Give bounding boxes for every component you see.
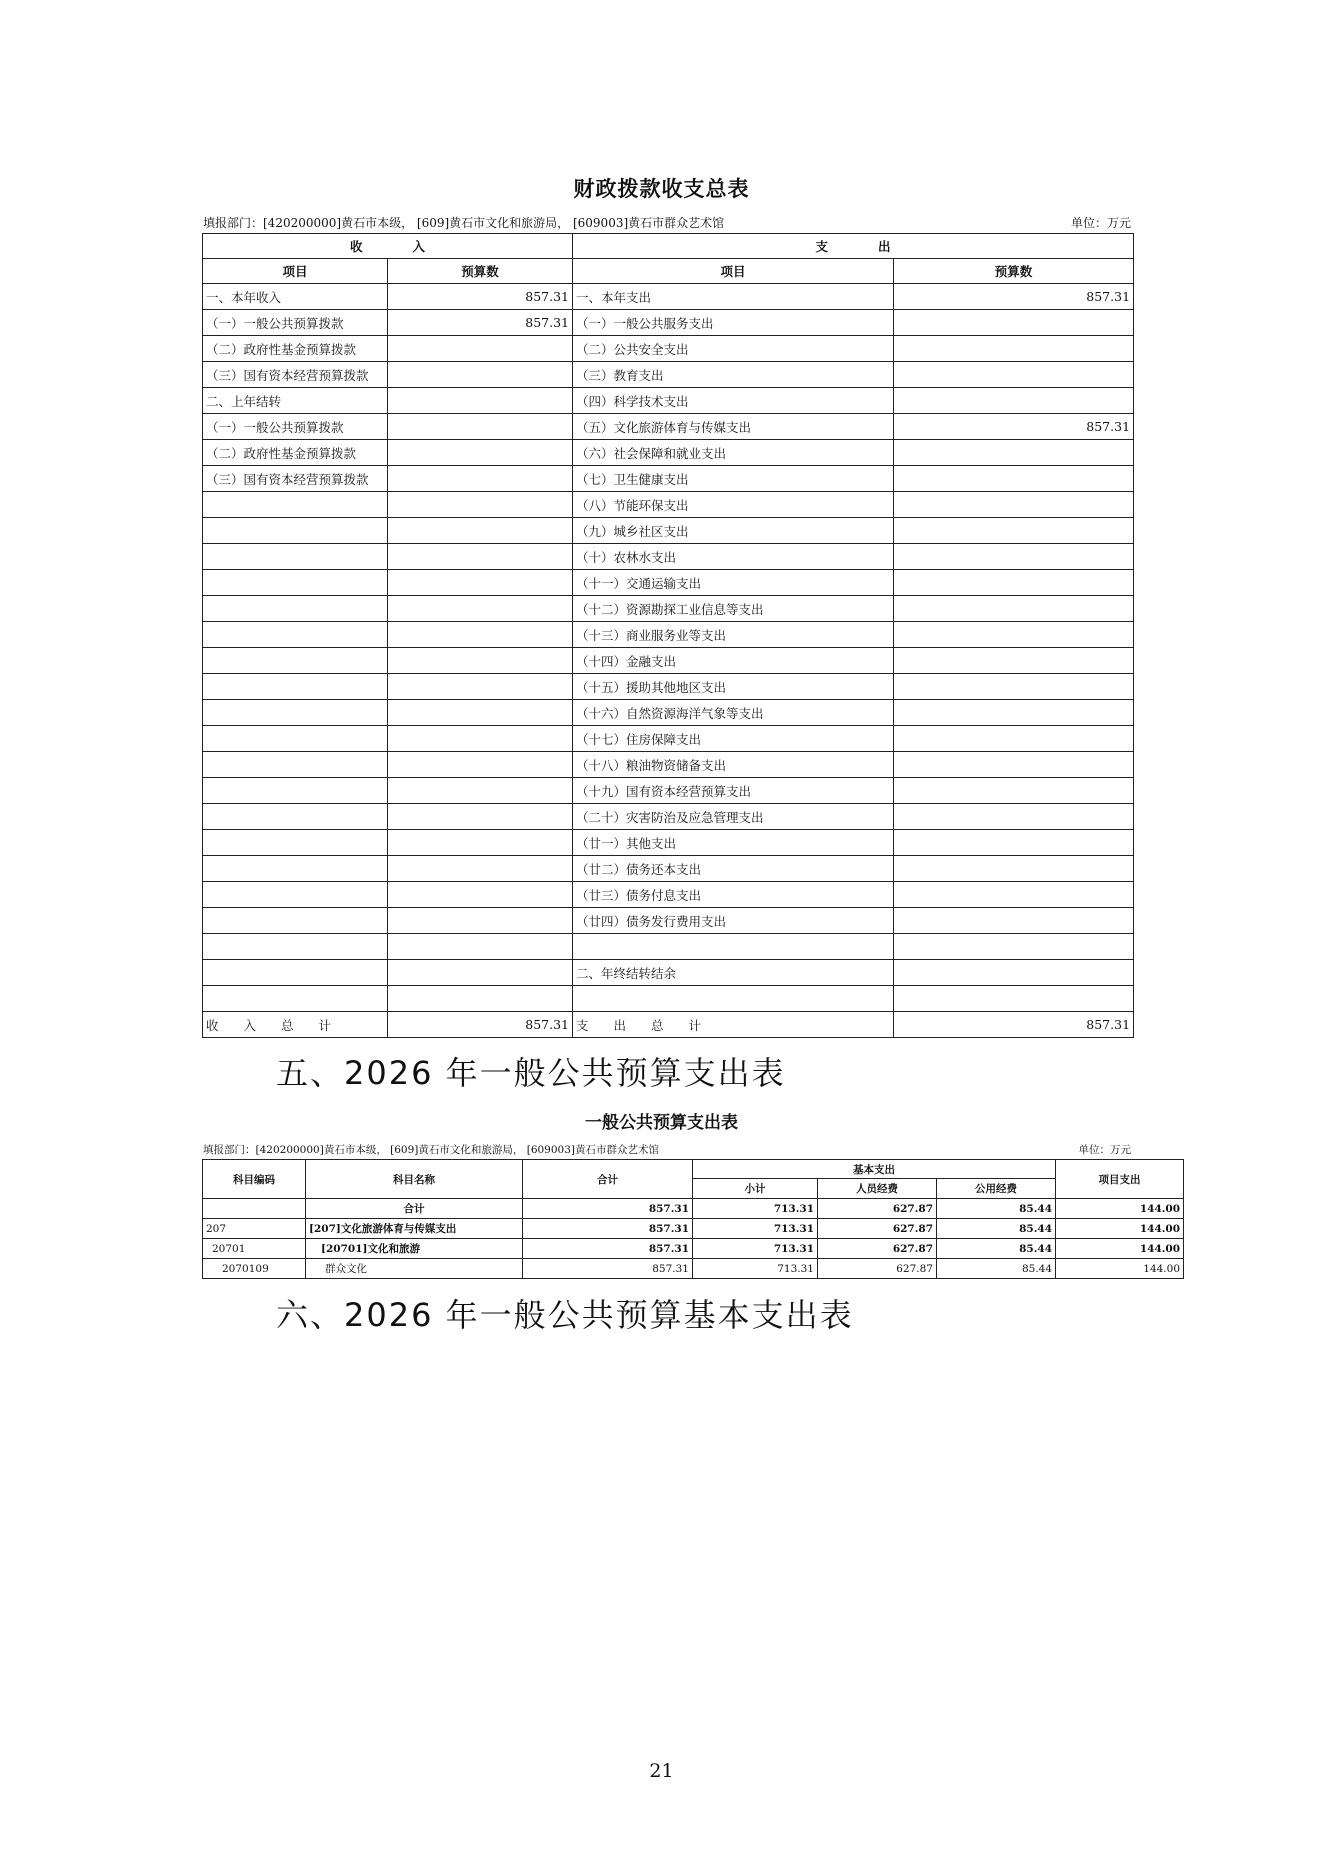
expense-value-cell [894, 492, 1134, 518]
expense-value-cell [894, 908, 1134, 934]
personnel-cell: 627.87 [818, 1259, 937, 1279]
table-row [203, 648, 1134, 674]
expense-value-cell [894, 674, 1134, 700]
expense-item-cell: （十七）住房保障支出 [573, 726, 894, 752]
public-cell: 85.44 [937, 1239, 1056, 1259]
table-row [203, 882, 1134, 908]
total-value: 857.31 [894, 1012, 1134, 1038]
expense-value-cell [894, 804, 1134, 830]
income-item-cell: （二）政府性基金预算拨款 [203, 440, 388, 466]
col-public: 公用经费 [937, 1179, 1056, 1199]
income-value-cell [388, 388, 573, 414]
col-income-item: 项目 [203, 259, 388, 284]
income-item-cell [203, 986, 388, 1012]
table1-income-expense-summary [202, 233, 1134, 1038]
table-row [203, 492, 1134, 518]
table-row [203, 1239, 1184, 1259]
income-item-cell: 二、上年结转 [203, 388, 388, 414]
income-item-cell [203, 596, 388, 622]
table-row [203, 310, 1134, 336]
name-cell: 群众文化 [306, 1259, 523, 1279]
income-value-cell [388, 882, 573, 908]
expense-value-cell [894, 648, 1134, 674]
expense-value-cell [894, 310, 1134, 336]
table-row [203, 726, 1134, 752]
table-row [203, 336, 1134, 362]
income-item-cell [203, 960, 388, 986]
income-header: 收 入 [203, 234, 573, 259]
expense-value-cell [894, 336, 1134, 362]
income-value-cell [388, 466, 573, 492]
subtotal-cell: 713.31 [693, 1239, 818, 1259]
table-row [203, 440, 1134, 466]
income-item-cell: （三）国有资本经营预算拨款 [203, 466, 388, 492]
expense-value-cell [894, 752, 1134, 778]
name-cell: 合计 [306, 1199, 523, 1219]
table-row [203, 830, 1134, 856]
expense-value-cell [894, 362, 1134, 388]
income-value-cell [388, 934, 573, 960]
page-number: 21 [649, 1760, 674, 1782]
total-cell: 857.31 [523, 1239, 693, 1259]
income-value-cell [388, 622, 573, 648]
table-row [203, 1199, 1184, 1219]
expense-value-cell: 857.31 [894, 414, 1134, 440]
table2-meta [203, 1142, 1131, 1157]
income-item-cell [203, 726, 388, 752]
section5-heading: 五、2026 年一般公共预算支出表 [276, 1054, 786, 1092]
col-expense-budget: 预算数 [894, 259, 1134, 284]
income-value-cell [388, 726, 573, 752]
public-cell: 85.44 [937, 1219, 1056, 1239]
col-code: 科目编码 [203, 1160, 306, 1199]
income-value-cell [388, 804, 573, 830]
income-item-cell [203, 752, 388, 778]
income-item-cell [203, 700, 388, 726]
expense-value-cell [894, 778, 1134, 804]
subtotal-cell: 713.31 [693, 1199, 818, 1219]
expense-item-cell: （十一）交通运输支出 [573, 570, 894, 596]
table-row [203, 570, 1134, 596]
expense-item-cell: （八）节能环保支出 [573, 492, 894, 518]
table1-title: 财政拨款收支总表 [573, 177, 750, 201]
expense-value-cell: 857.31 [894, 284, 1134, 310]
table-row [203, 908, 1134, 934]
expense-item-cell: （一）一般公共服务支出 [573, 310, 894, 336]
table2-unit: 单位：万元 [1078, 1144, 1131, 1156]
name-cell: [20701]文化和旅游 [306, 1239, 523, 1259]
income-item-cell [203, 856, 388, 882]
expense-header: 支 出 [573, 234, 1134, 259]
income-item-cell: （一）一般公共预算拨款 [203, 414, 388, 440]
income-value-cell [388, 362, 573, 388]
total-label: 支 出 总 计 [573, 1012, 894, 1038]
expense-item-cell: （廿一）其他支出 [573, 830, 894, 856]
public-cell: 85.44 [937, 1259, 1056, 1279]
expense-value-cell [894, 726, 1134, 752]
table-row [203, 362, 1134, 388]
income-value-cell [388, 570, 573, 596]
expense-item-cell [573, 934, 894, 960]
expense-item-cell: （二十）灾害防治及应急管理支出 [573, 804, 894, 830]
name-cell: [207]文化旅游体育与传媒支出 [306, 1219, 523, 1239]
income-value-cell: 857.31 [388, 284, 573, 310]
table-row [203, 284, 1134, 310]
code-cell: 20701 [203, 1239, 306, 1259]
expense-item-cell: （廿二）债务还本支出 [573, 856, 894, 882]
income-value-cell [388, 518, 573, 544]
income-item-cell: （一）一般公共预算拨款 [203, 310, 388, 336]
expense-value-cell [894, 596, 1134, 622]
table-row [203, 934, 1134, 960]
table1-unit: 单位：万元 [1070, 216, 1131, 230]
col-total: 合计 [523, 1160, 693, 1199]
table-row [203, 674, 1134, 700]
expense-value-cell [894, 700, 1134, 726]
expense-item-cell: （廿三）债务付息支出 [573, 882, 894, 908]
table1-fill-unit: 填报部门：[420200000]黄石市本级， [609]黄石市文化和旅游局， [609003]黄石市群众艺术馆 [203, 216, 725, 230]
expense-item-cell: （四）科学技术支出 [573, 388, 894, 414]
code-cell [203, 1199, 306, 1219]
table-row [203, 1259, 1184, 1279]
expense-value-cell [894, 882, 1134, 908]
total-value: 857.31 [388, 1012, 573, 1038]
total-cell: 857.31 [523, 1199, 693, 1219]
income-item-cell [203, 804, 388, 830]
section6-heading: 六、2026 年一般公共预算基本支出表 [276, 1296, 854, 1334]
col-personnel: 人员经费 [818, 1179, 937, 1199]
expense-value-cell [894, 466, 1134, 492]
income-value-cell [388, 674, 573, 700]
code-cell: 207 [203, 1219, 306, 1239]
personnel-cell: 627.87 [818, 1199, 937, 1219]
income-value-cell [388, 492, 573, 518]
expense-item-cell: （九）城乡社区支出 [573, 518, 894, 544]
expense-value-cell [894, 570, 1134, 596]
income-value-cell [388, 778, 573, 804]
expense-item-cell: （三）教育支出 [573, 362, 894, 388]
table-row [203, 986, 1134, 1012]
expense-item-cell: （十八）粮油物资储备支出 [573, 752, 894, 778]
income-item-cell [203, 934, 388, 960]
table-row [203, 778, 1134, 804]
expense-value-cell [894, 934, 1134, 960]
table-row [203, 596, 1134, 622]
expense-value-cell [894, 960, 1134, 986]
income-value-cell [388, 830, 573, 856]
expense-item-cell: 一、本年支出 [573, 284, 894, 310]
income-value-cell [388, 986, 573, 1012]
income-value-cell [388, 544, 573, 570]
code-cell: 2070109 [203, 1259, 306, 1279]
table1-meta [203, 214, 1131, 231]
expense-item-cell [573, 986, 894, 1012]
expense-item-cell: （十二）资源勘探工业信息等支出 [573, 596, 894, 622]
total-cell: 857.31 [523, 1259, 693, 1279]
col-basic: 基本支出 [693, 1160, 1056, 1179]
income-item-cell [203, 778, 388, 804]
personnel-cell: 627.87 [818, 1219, 937, 1239]
table2-general-budget-expense [202, 1159, 1184, 1279]
income-item-cell: 一、本年收入 [203, 284, 388, 310]
income-item-cell [203, 908, 388, 934]
income-item-cell [203, 674, 388, 700]
expense-value-cell [894, 388, 1134, 414]
total-label: 收 入 总 计 [203, 1012, 388, 1038]
expense-item-cell: （十五）援助其他地区支出 [573, 674, 894, 700]
income-item-cell [203, 492, 388, 518]
expense-value-cell [894, 830, 1134, 856]
income-value-cell [388, 960, 573, 986]
income-item-cell: （三）国有资本经营预算拨款 [203, 362, 388, 388]
expense-item-cell: （十九）国有资本经营预算支出 [573, 778, 894, 804]
table-row [203, 388, 1134, 414]
table2-title: 一般公共预算支出表 [585, 1113, 738, 1133]
total-cell: 857.31 [523, 1219, 693, 1239]
expense-value-cell [894, 440, 1134, 466]
income-item-cell [203, 622, 388, 648]
table-row [203, 804, 1134, 830]
col-name: 科目名称 [306, 1160, 523, 1199]
income-item-cell [203, 544, 388, 570]
total-row [203, 1012, 1134, 1038]
expense-value-cell [894, 544, 1134, 570]
col-expense-item: 项目 [573, 259, 894, 284]
income-value-cell [388, 752, 573, 778]
expense-item-cell: （六）社会保障和就业支出 [573, 440, 894, 466]
subtotal-cell: 713.31 [693, 1259, 818, 1279]
expense-value-cell [894, 856, 1134, 882]
col-income-budget: 预算数 [388, 259, 573, 284]
income-item-cell [203, 570, 388, 596]
project-cell: 144.00 [1056, 1259, 1184, 1279]
project-cell: 144.00 [1056, 1219, 1184, 1239]
expense-value-cell [894, 518, 1134, 544]
income-value-cell [388, 908, 573, 934]
subtotal-cell: 713.31 [693, 1219, 818, 1239]
table-row [203, 414, 1134, 440]
income-value-cell [388, 336, 573, 362]
expense-item-cell: 二、年终结转结余 [573, 960, 894, 986]
expense-item-cell: （廿四）债务发行费用支出 [573, 908, 894, 934]
income-value-cell [388, 414, 573, 440]
expense-item-cell: （二）公共安全支出 [573, 336, 894, 362]
expense-item-cell: （七）卫生健康支出 [573, 466, 894, 492]
income-item-cell [203, 830, 388, 856]
income-value-cell [388, 856, 573, 882]
income-value-cell [388, 700, 573, 726]
personnel-cell: 627.87 [818, 1239, 937, 1259]
expense-item-cell: （五）文化旅游体育与传媒支出 [573, 414, 894, 440]
table-row [203, 752, 1134, 778]
expense-item-cell: （十）农林水支出 [573, 544, 894, 570]
table-row [203, 544, 1134, 570]
income-item-cell [203, 882, 388, 908]
expense-item-cell: （十三）商业服务业等支出 [573, 622, 894, 648]
table-row [203, 518, 1134, 544]
income-item-cell [203, 648, 388, 674]
income-item-cell [203, 518, 388, 544]
table2-fill-unit: 填报部门：[420200000]黄石市本级， [609]黄石市文化和旅游局， [609003]黄石市群众艺术馆 [203, 1144, 660, 1156]
table-row [203, 960, 1134, 986]
expense-value-cell [894, 622, 1134, 648]
income-value-cell: 857.31 [388, 310, 573, 336]
income-value-cell [388, 596, 573, 622]
project-cell: 144.00 [1056, 1239, 1184, 1259]
project-cell: 144.00 [1056, 1199, 1184, 1219]
income-value-cell [388, 648, 573, 674]
income-item-cell: （二）政府性基金预算拨款 [203, 336, 388, 362]
table-row [203, 466, 1134, 492]
table-row [203, 700, 1134, 726]
public-cell: 85.44 [937, 1199, 1056, 1219]
col-subtotal: 小计 [693, 1179, 818, 1199]
table-row [203, 1219, 1184, 1239]
expense-value-cell [894, 986, 1134, 1012]
table-row [203, 622, 1134, 648]
income-value-cell [388, 440, 573, 466]
col-project: 项目支出 [1056, 1160, 1184, 1199]
table-row [203, 856, 1134, 882]
expense-item-cell: （十四）金融支出 [573, 648, 894, 674]
expense-item-cell: （十六）自然资源海洋气象等支出 [573, 700, 894, 726]
